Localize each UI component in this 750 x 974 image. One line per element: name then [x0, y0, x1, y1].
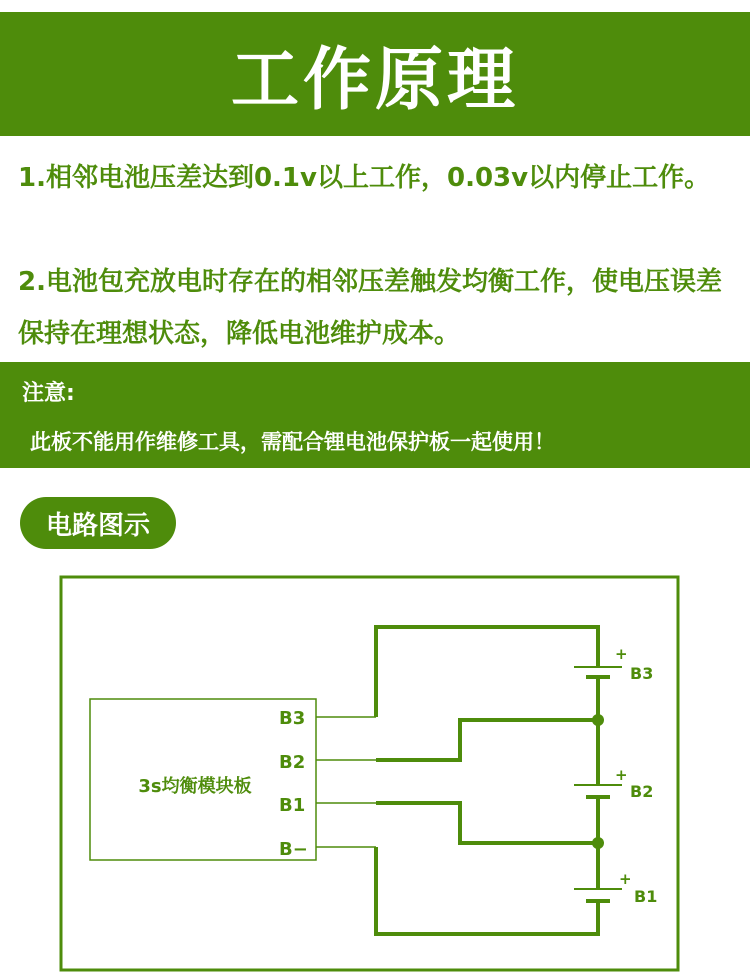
- wire-b2: [376, 720, 598, 760]
- page-title: 工作原理: [230, 40, 519, 120]
- battery-b2-label: B2: [630, 782, 654, 801]
- pin-label-b2: B2: [279, 752, 306, 773]
- notice-title: 注意:: [22, 381, 75, 406]
- pin-label-b1: B1: [279, 795, 306, 816]
- notice-text: 此板不能用作维修工具，需配合锂电池保护板一起使用！: [30, 430, 555, 454]
- battery-b3-label: B3: [630, 664, 654, 683]
- pin-label-bminus: B−: [279, 839, 308, 860]
- battery-b3-plus: +: [615, 645, 628, 663]
- section-label-pill: 电路图示: [20, 497, 176, 549]
- battery-b1-label: B1: [634, 887, 658, 906]
- junction-node-lower: [592, 837, 604, 849]
- wire-b1: [376, 803, 598, 843]
- pin-label-b3: B3: [279, 708, 306, 729]
- paragraph-2: 2.电池包充放电时存在的相邻压差触发均衡工作，使电压误差保持在理想状态，降低电池维护成本。: [18, 267, 722, 349]
- paragraph-1: 1.相邻电池压差达到0.1v以上工作，0.03v以内停止工作。: [18, 163, 711, 193]
- diagram-frame: [61, 577, 678, 970]
- battery-b2-plus: +: [615, 766, 628, 784]
- wire-b3: [376, 627, 598, 717]
- module-board-label: 3s均衡模块板: [138, 776, 252, 797]
- wire-bminus: [376, 847, 600, 934]
- battery-b1-plus: +: [619, 870, 632, 888]
- junction-node-upper: [592, 714, 604, 726]
